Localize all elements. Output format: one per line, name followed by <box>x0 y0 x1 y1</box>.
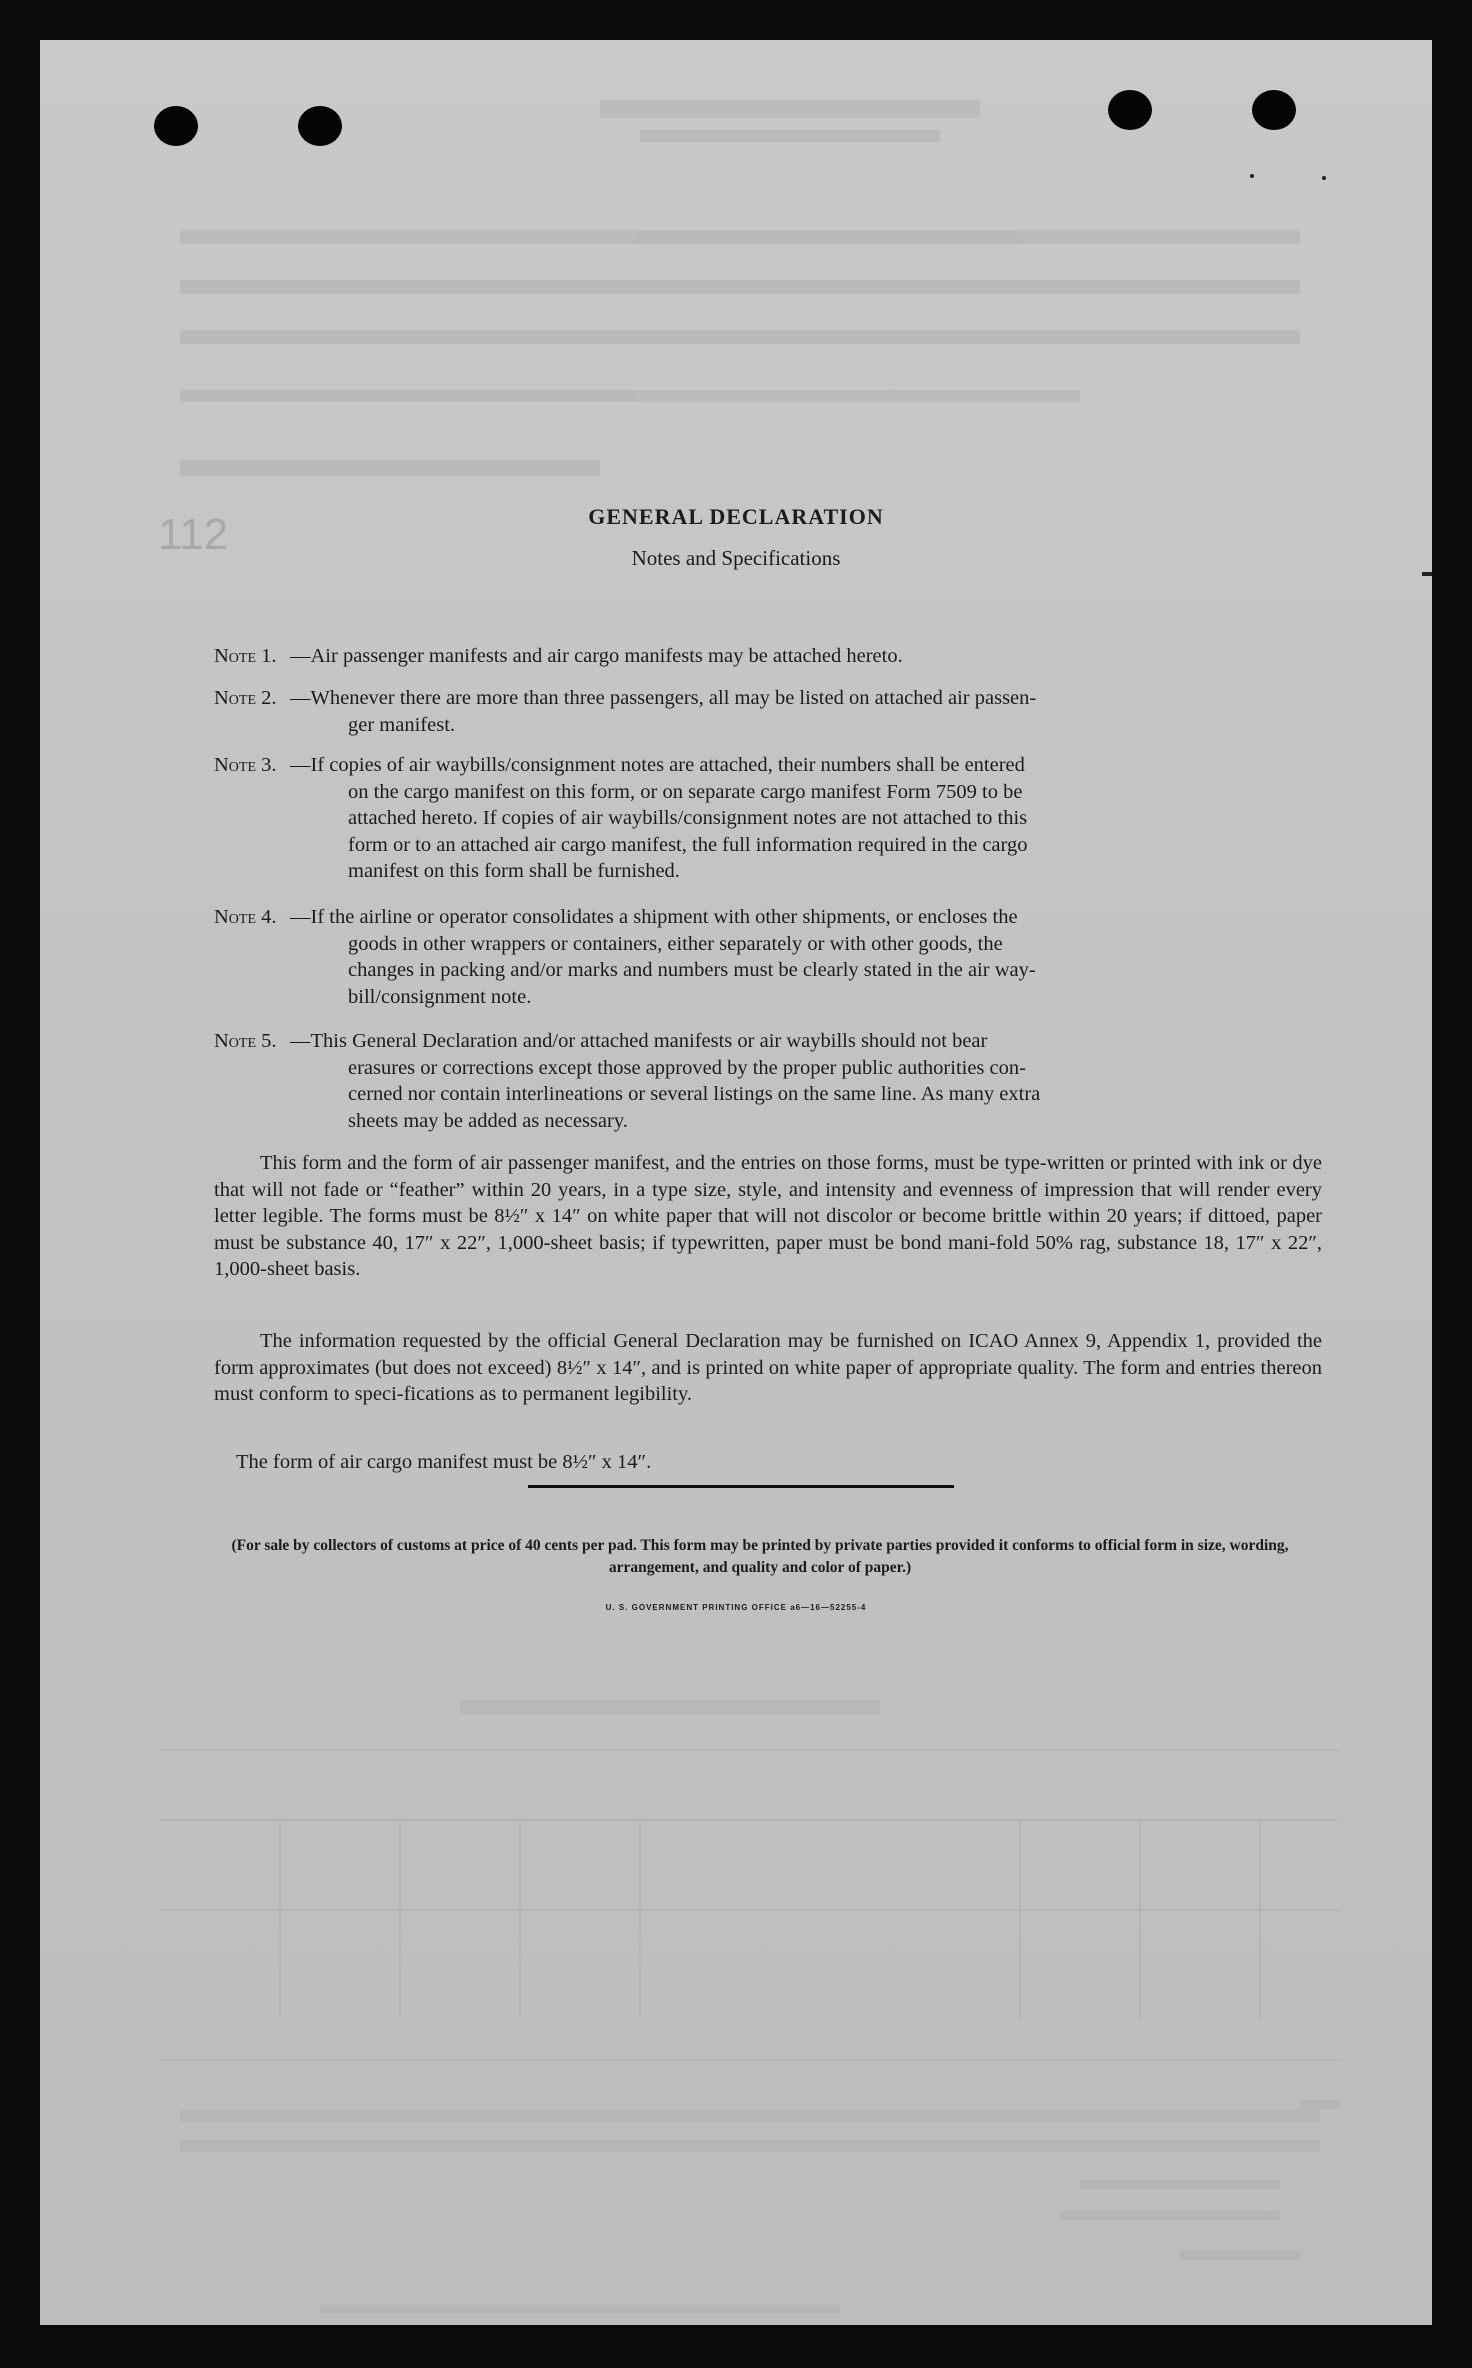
note-label: Note 2. <box>214 687 277 709</box>
page-title: GENERAL DECLARATION <box>588 504 884 529</box>
note-line: —Whenever there are more than three passengers, all may be listed on attached air passen- <box>290 687 1037 709</box>
note-line: —If the airline or operator consolidates a shipment with other shipments, or encloses the <box>290 906 1018 928</box>
note-3 <box>214 752 1322 885</box>
note-label: Note 4. <box>214 906 277 928</box>
margin-number: 112 <box>158 510 229 559</box>
note-line: on the cargo manifest on this form, or on separate cargo manifest Form 7509 to be <box>348 780 1023 803</box>
note-line: cerned nor contain interlineations or several listings on the same line. As many extra <box>348 1083 1041 1105</box>
document-page <box>40 40 1432 2325</box>
note-line: form or to an attached air cargo manifest, the full information required in the cargo <box>348 833 1028 856</box>
signature-rule <box>528 1485 954 1488</box>
note-line: —Air passenger manifests and air cargo manifests may be attached hereto. <box>290 645 903 667</box>
note-label: Note 5. <box>214 1030 277 1052</box>
note-line: —If copies of air waybills/consignment notes are attached, their numbers shall be entered <box>290 754 1025 776</box>
note-line: erasures or corrections except those approved by the proper public authorities con- <box>348 1056 1026 1079</box>
printing-office-imprint: U. S. GOVERNMENT PRINTING OFFICE a6—16—52255-4 <box>605 1603 867 1612</box>
note-line: attached hereto. If copies of air waybills/consignment notes are not attached to this <box>348 807 1028 829</box>
note-2 <box>214 685 1322 738</box>
sale-note: (For sale by collectors of customs at price of 40 cents per pad. This form may be printed by private parties provided it conforms to official form in size, wording, arrangement, and quality and color of paper.) <box>231 1537 1289 1576</box>
note-line: —This General Declaration and/or attached manifests or air waybills should not bear <box>290 1030 988 1052</box>
note-line: goods in other wrappers or containers, either separately or with other goods, the <box>348 932 1003 955</box>
note-line: manifest on this form shall be furnished. <box>348 860 680 882</box>
note-line: changes in packing and/or marks and numbers must be clearly stated in the air way- <box>348 959 1036 981</box>
note-line: ger manifest. <box>348 713 456 736</box>
note-label: Note 3. <box>214 754 277 776</box>
note-4 <box>214 904 1322 1010</box>
paragraph-cargo-manifest: The form of air cargo manifest must be 8½″ x 14″. <box>236 1451 652 1473</box>
note-line: sheets may be added as necessary. <box>348 1109 628 1132</box>
paragraph-icao: The information requested by the official General Declaration may be furnished on ICAO Annex 9, Appendix 1, provided the form approximates (but does not exceed) 8½″ x 14″, and is printed on white paper of appropriate quality. The form and entries thereon must conform to speci-fications as to permanent legibility. <box>214 1330 1322 1405</box>
note-label: Note 1. <box>214 645 277 667</box>
note-5 <box>214 1028 1322 1134</box>
page-subtitle: Notes and Specifications <box>631 546 841 570</box>
paragraph-form-specs: This form and the form of air passenger manifest, and the entries on those forms, must be type-written or printed with ink or dye that will not fade or “feather” within 20 years, in a type size, style, and intensity and evenness of impression that will render every letter legible. The forms must be 8½″ x 14″ on white paper that will not discolor or become brittle within 20 years; if dittoed, paper must be substance 40, 17″ x 22″, 1,000-sheet basis; if typewritten, paper must be bond mani-fold 50% rag, substance 18, 17″ x 22″, 1,000-sheet basis. <box>214 1152 1322 1280</box>
note-line: bill/consignment note. <box>348 985 532 1008</box>
